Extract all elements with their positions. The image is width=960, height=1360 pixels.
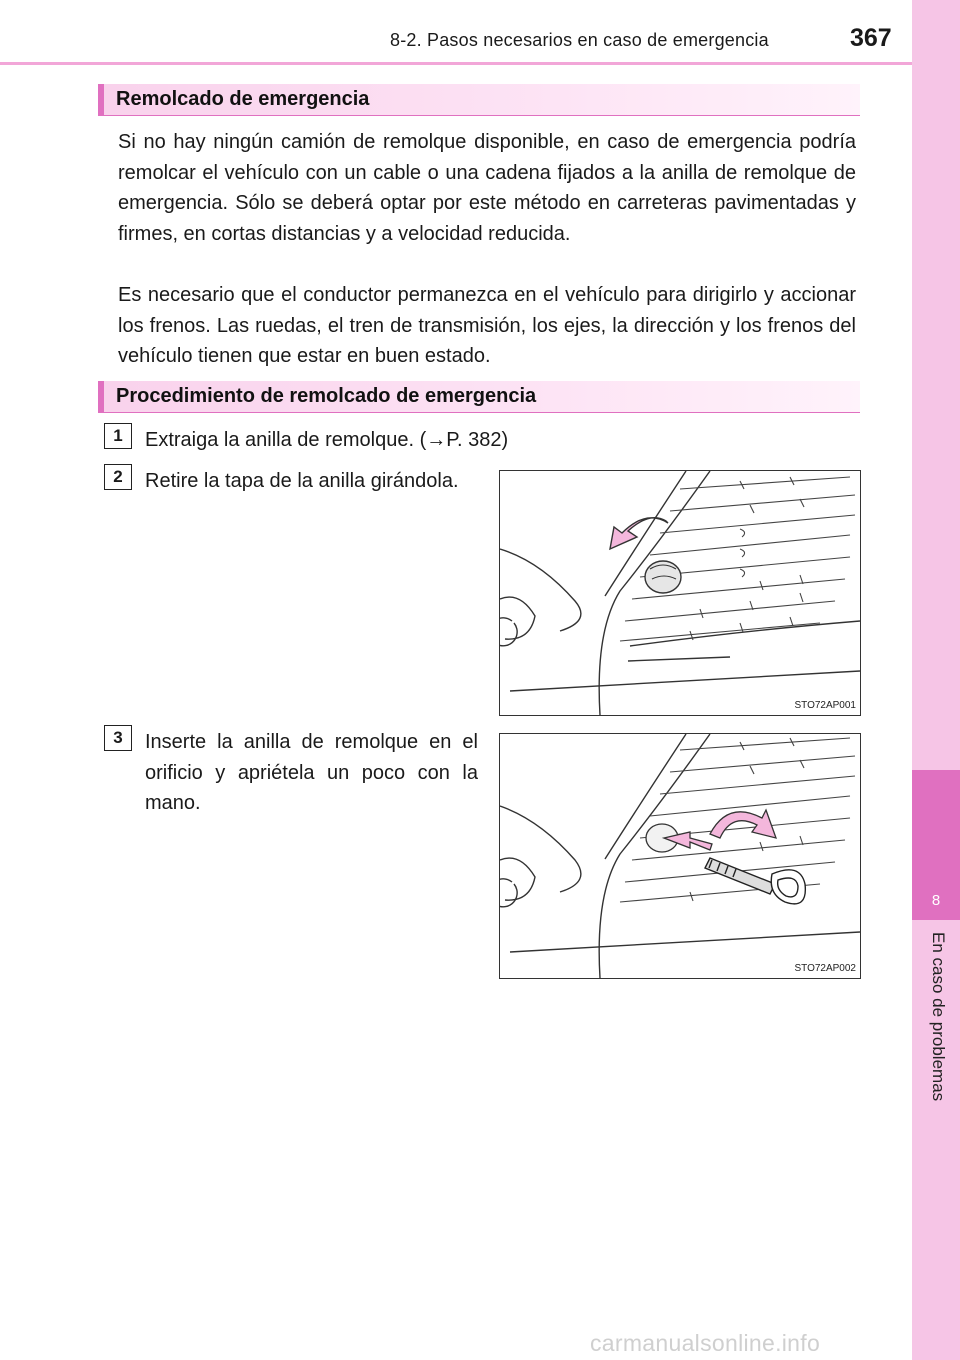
bumper-grille-illustration — [500, 471, 860, 715]
step-text-1: Extraiga la anilla de remolque. (→P. 382) — [145, 429, 509, 451]
page-number: 367 — [850, 24, 892, 52]
chapter-side-tab[interactable] — [912, 0, 960, 1360]
step-text-2: Retire la tapa de la anilla girándola. — [145, 470, 459, 492]
section-heading-text: Procedimiento de remolcado de emergencia — [116, 385, 537, 407]
section-heading-towing-procedure — [98, 381, 860, 413]
chapter-number: 8 — [931, 892, 941, 909]
tow-cover-cap — [645, 561, 681, 593]
running-header: 8-2. Pasos necesarios en caso de emergencia — [390, 30, 769, 50]
chapter-label: En caso de problemas — [929, 932, 948, 1102]
paragraph-towing-intro: Si no hay ningún camión de remolque disponible, en caso de emergencia podría remolcar el vehículo con un cable o una cadena fijados a la anilla de remolque de emergencia. Sólo se deberá optar por este método en carreteras pavimentadas y firmes, en cortas distancias y a velocidad reducida. — [118, 131, 856, 245]
step-text-3: Inserte la anilla de remolque en el orificio y apriétela un poco con la mano. — [145, 731, 478, 814]
step-number-2: 2 — [104, 464, 132, 490]
header-rule — [0, 62, 912, 65]
section-heading-emergency-towing — [98, 84, 860, 116]
tow-eye-installation-illustration — [500, 734, 860, 978]
figure-code: STO72AP001 — [794, 700, 856, 711]
tighten-arrow-icon — [710, 810, 776, 838]
section-heading-text: Remolcado de emergencia — [116, 88, 370, 110]
step-number-1: 1 — [104, 423, 132, 449]
step-number-3: 3 — [104, 725, 132, 751]
figure-code: STO72AP002 — [794, 963, 856, 974]
paragraph-driver-requirements: Es necesario que el conductor permanezca en el vehículo para dirigirlo y accionar los frenos. Las ruedas, el tren de transmisión, los ejes, la dirección y los frenos del vehículo tienen que estar en buen estado. — [118, 284, 856, 367]
figure-insert-tow-eye — [499, 733, 861, 979]
tow-eye-ring — [705, 858, 805, 904]
watermark: carmanualsonline.info — [590, 1330, 821, 1356]
figure-remove-cover — [499, 470, 861, 716]
